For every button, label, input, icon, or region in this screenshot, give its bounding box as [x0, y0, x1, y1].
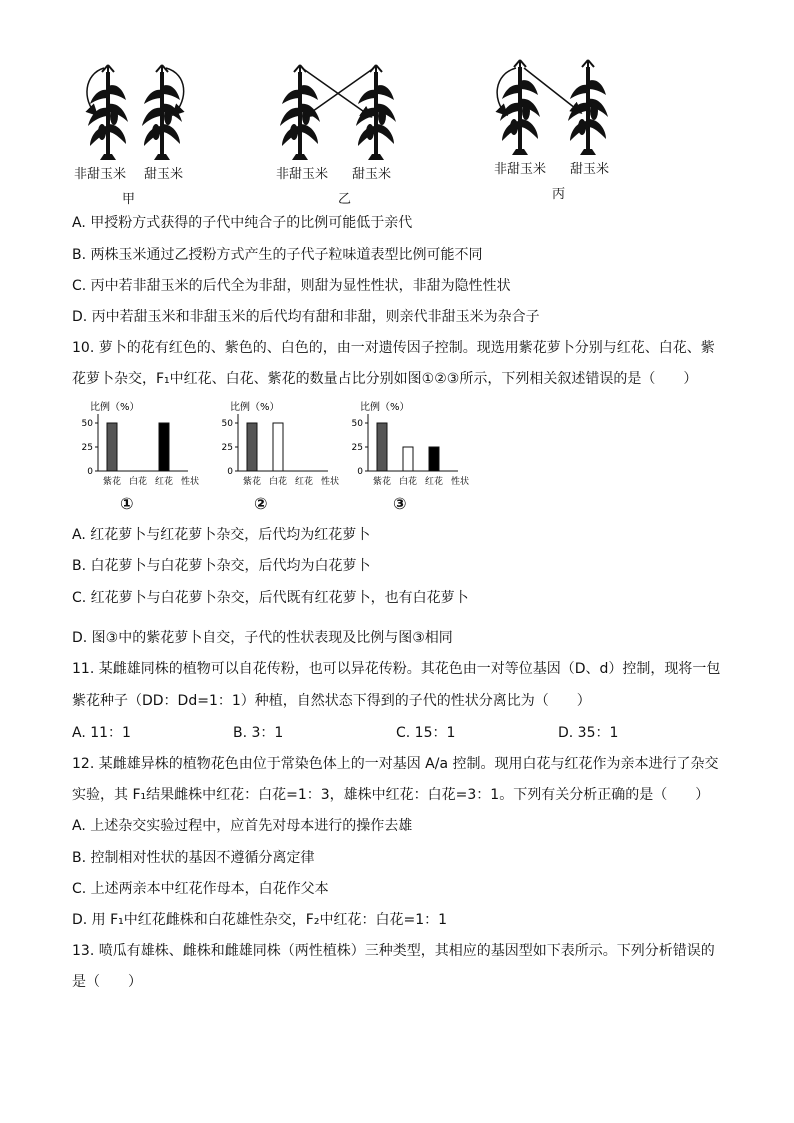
x-tick-label: 红花	[154, 477, 174, 487]
q9-option-c: C. 丙中若非甜玉米的后代全为非甜，则甜为显性性状，非甜为隐性性状	[72, 278, 511, 294]
y-tick-label: 25	[221, 443, 233, 453]
q10-stem-line1: 10. 萝卜的花有红色的、紫色的、白色的，由一对遗传因子控制。现选用紫花萝卜分别与红花、白花、紫	[72, 340, 715, 356]
label-sweet-corn: 甜玉米	[352, 167, 392, 182]
q9-option-b: B. 两株玉米通过乙授粉方式产生的子代子粒味道表型比例可能不同	[72, 247, 483, 263]
label-non-sweet-corn: 非甜玉米	[74, 167, 127, 182]
q10-option-b: B. 白花萝卜与白花萝卜杂交，后代均为白花萝卜	[72, 558, 371, 574]
y-tick-label: 50	[351, 419, 363, 429]
q11-option-a: A. 11：1	[72, 725, 131, 741]
y-tick-label: 25	[351, 443, 363, 453]
x-axis-label: 性状	[180, 477, 200, 487]
x-tick-label: 白花	[398, 477, 418, 487]
y-tick-label: 0	[357, 467, 363, 477]
chart-caption-1: ①	[120, 494, 134, 513]
bar-紫花	[247, 423, 257, 471]
q10-option-d: D. 图③中的紫花萝卜自交，子代的性状表现及比例与图③相同	[72, 630, 453, 646]
q11-option-b: B. 3：1	[233, 725, 284, 741]
q12-stem-line1: 12. 某雌雄异株的植物花色由位于常染色体上的一对基因 A/a 控制。现用白花与红花作为亲本进行了杂交	[72, 756, 719, 772]
corn-plant-icon	[356, 65, 396, 160]
q12-stem-line2: 实验，其 F₁结果雌株中红花：白花=1：3，雄株中红花：白花=3：1。下列有关分析正确的是（ ）	[72, 787, 710, 803]
q13-stem-line1: 13. 喷瓜有雄株、雌株和雌雄同株（两性植株）三种类型，其相应的基因型如下表所示。下列分析错误的	[72, 943, 715, 959]
bar-chart-1	[66, 398, 200, 493]
corn-plant-icon	[280, 65, 320, 160]
x-axis-label: 性状	[320, 477, 340, 487]
label-non-sweet-corn: 非甜玉米	[494, 162, 547, 177]
bar-红花	[429, 447, 439, 471]
y-tick-label: 0	[87, 467, 93, 477]
y-axis-label: 比例（%）	[90, 402, 140, 413]
x-tick-label: 红花	[294, 477, 314, 487]
x-axis-label: 性状	[450, 477, 470, 487]
chart-caption-2: ②	[254, 494, 268, 513]
label-sweet-corn: 甜玉米	[144, 167, 184, 182]
figure-caption: 甲	[122, 192, 136, 207]
bar-chart-2	[206, 398, 340, 493]
bar-白花	[403, 447, 413, 471]
x-tick-label: 紫花	[102, 477, 122, 487]
pollination-figure-yi	[270, 60, 410, 170]
q9-option-a: A. 甲授粉方式获得的子代中纯合子的比例可能低于亲代	[72, 215, 413, 231]
q13-stem-line2: 是（ ）	[72, 974, 142, 990]
x-tick-label: 紫花	[242, 477, 262, 487]
q11-option-d: D. 35：1	[558, 725, 619, 741]
y-tick-label: 50	[221, 419, 233, 429]
x-tick-label: 白花	[268, 477, 288, 487]
chart-caption-3: ③	[393, 494, 407, 513]
q12-option-d: D. 用 F₁中红花雌株和白花雄性杂交，F₂中红花：白花=1：1	[72, 912, 448, 928]
q9-option-d: D. 丙中若甜玉米和非甜玉米的后代均有甜和非甜，则亲代非甜玉米为杂合子	[72, 309, 540, 325]
figure-caption: 丙	[552, 187, 566, 202]
bar-紫花	[377, 423, 387, 471]
q10-option-a: A. 红花萝卜与红花萝卜杂交，后代均为红花萝卜	[72, 527, 371, 543]
x-tick-label: 紫花	[372, 477, 392, 487]
label-sweet-corn: 甜玉米	[570, 162, 610, 177]
y-tick-label: 50	[81, 419, 93, 429]
q12-option-a: A. 上述杂交实验过程中，应首先对母本进行的操作去雄	[72, 818, 413, 834]
q12-option-c: C. 上述两亲本中红花作母本，白花作父本	[72, 881, 329, 897]
pollination-figure-bing	[480, 60, 620, 170]
figure-caption: 乙	[338, 192, 352, 207]
bar-白花	[273, 423, 283, 471]
cross-pollination-arrow	[306, 68, 374, 116]
bar-chart-3	[336, 398, 471, 493]
x-tick-label: 红花	[424, 477, 444, 487]
q11-option-c: C. 15：1	[396, 725, 456, 741]
pollination-figure-jia	[70, 60, 200, 170]
label-non-sweet-corn: 非甜玉米	[276, 167, 329, 182]
q10-stem-line2: 花萝卜杂交，F₁中红花、白花、紫花的数量占比分别如图①②③所示，下列相关叙述错误的是（ ）	[72, 371, 698, 387]
q10-option-c: C. 红花萝卜与白花萝卜杂交，后代既有红花萝卜，也有白花萝卜	[72, 590, 469, 606]
y-tick-label: 0	[227, 467, 233, 477]
bar-红花	[159, 423, 169, 471]
y-axis-label: 比例（%）	[230, 402, 280, 413]
q12-option-b: B. 控制相对性状的基因不遵循分离定律	[72, 850, 315, 866]
x-tick-label: 白花	[128, 477, 148, 487]
q11-stem-line1: 11. 某雌雄同株的植物可以自花传粉，也可以异花传粉。其花色由一对等位基因（D、d）控制，现将一包	[72, 661, 721, 677]
y-tick-label: 25	[81, 443, 93, 453]
q11-stem-line2: 紫花种子（DD：Dd=1：1）种植，自然状态下得到的子代的性状分离比为（ ）	[72, 693, 591, 709]
corn-plant-icon	[500, 60, 540, 155]
bar-紫花	[107, 423, 117, 471]
y-axis-label: 比例（%）	[360, 402, 410, 413]
